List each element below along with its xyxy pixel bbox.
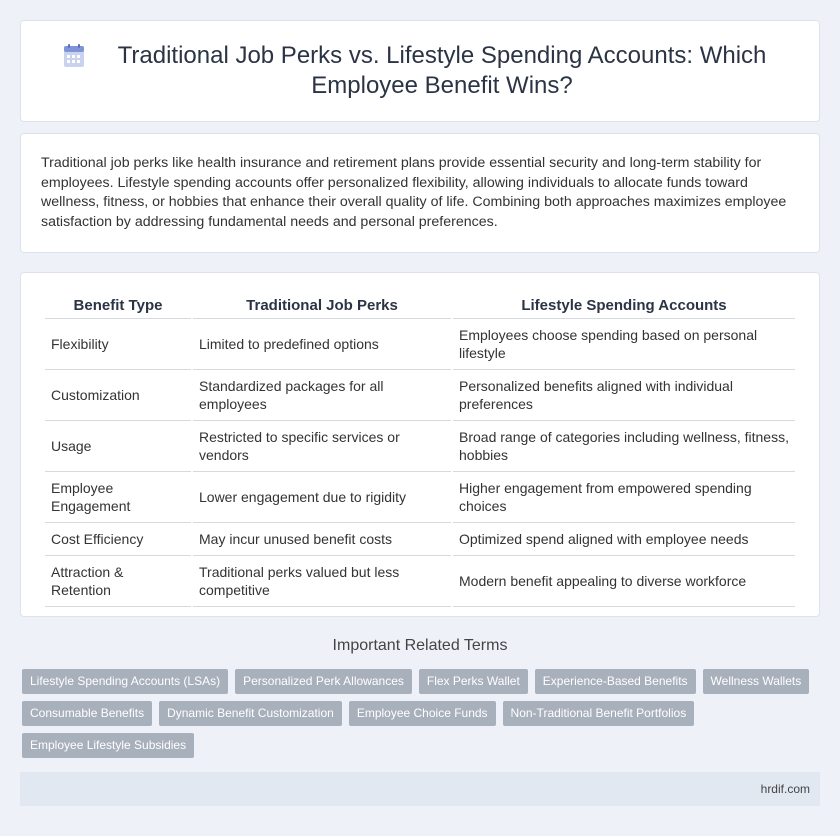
intro-card [20, 133, 820, 253]
related-term-tag[interactable]: Consumable Benefits [22, 701, 152, 726]
table-row [45, 523, 795, 556]
table-cell: Traditional perks valued but less competitive [193, 556, 451, 607]
table-row [45, 472, 795, 523]
document-icon [61, 43, 87, 69]
table-cell: Modern benefit appealing to diverse workforce [453, 556, 795, 607]
related-term-tag[interactable]: Employee Lifestyle Subsidies [22, 733, 194, 758]
related-term-tag[interactable]: Personalized Perk Allowances [235, 669, 412, 694]
related-term-tag[interactable]: Wellness Wallets [703, 669, 810, 694]
table-cell: Usage [45, 421, 191, 472]
comparison-card [20, 272, 820, 617]
related-term-tag[interactable]: Lifestyle Spending Accounts (LSAs) [22, 669, 228, 694]
title-card [20, 20, 820, 122]
table-row [45, 319, 795, 370]
table-cell: Flexibility [45, 319, 191, 370]
page-title: Traditional Job Perks vs. Lifestyle Spending Accounts: Which Employee Benefit Wins? [117, 42, 767, 99]
title-wrap [21, 41, 819, 101]
column-header: Traditional Job Perks [193, 295, 451, 319]
table-cell: May incur unused benefit costs [193, 523, 451, 556]
related-terms-title: Important Related Terms [332, 637, 508, 654]
related-term-tag[interactable]: Employee Choice Funds [349, 701, 496, 726]
table-row [45, 556, 795, 607]
related-term-tag[interactable]: Dynamic Benefit Customization [159, 701, 342, 726]
table-cell: Lower engagement due to rigidity [193, 472, 451, 523]
table-cell: Optimized spend aligned with employee needs [453, 523, 795, 556]
table-cell: Employee Engagement [45, 472, 191, 523]
table-cell: Restricted to specific services or vendors [193, 421, 451, 472]
related-term-tag[interactable]: Experience-Based Benefits [535, 669, 696, 694]
comparison-table [43, 295, 797, 607]
footer-site-link[interactable]: hrdif.com [760, 782, 810, 796]
table-cell: Attraction & Retention [45, 556, 191, 607]
table-cell: Customization [45, 370, 191, 421]
table-cell: Cost Efficiency [45, 523, 191, 556]
table-row [45, 421, 795, 472]
table-cell: Employees choose spending based on personal lifestyle [453, 319, 795, 370]
related-term-tag[interactable]: Flex Perks Wallet [419, 669, 528, 694]
table-header-row [45, 295, 795, 319]
footer [20, 772, 820, 806]
table-cell: Standardized packages for all employees [193, 370, 451, 421]
table-cell: Limited to predefined options [193, 319, 451, 370]
related-terms-list [22, 669, 818, 758]
table-cell: Broad range of categories including wellness, fitness, hobbies [453, 421, 795, 472]
table-cell: Higher engagement from empowered spending choices [453, 472, 795, 523]
table-row [45, 370, 795, 421]
table-cell: Personalized benefits aligned with individual preferences [453, 370, 795, 421]
related-term-tag[interactable]: Non-Traditional Benefit Portfolios [503, 701, 695, 726]
column-header: Lifestyle Spending Accounts [453, 295, 795, 319]
column-header: Benefit Type [45, 295, 191, 319]
intro-paragraph: Traditional job perks like health insurance and retirement plans provide essential security and long-term stability for employees. Lifestyle spending accounts offer personalized flexibility, allowing individuals to allocate funds toward wellness, fitness, or hobbies that enhance their overall quality of life. Combining both approaches maximizes employee satisfaction by addressing fundamental needs and personal preferences. [41, 155, 787, 230]
